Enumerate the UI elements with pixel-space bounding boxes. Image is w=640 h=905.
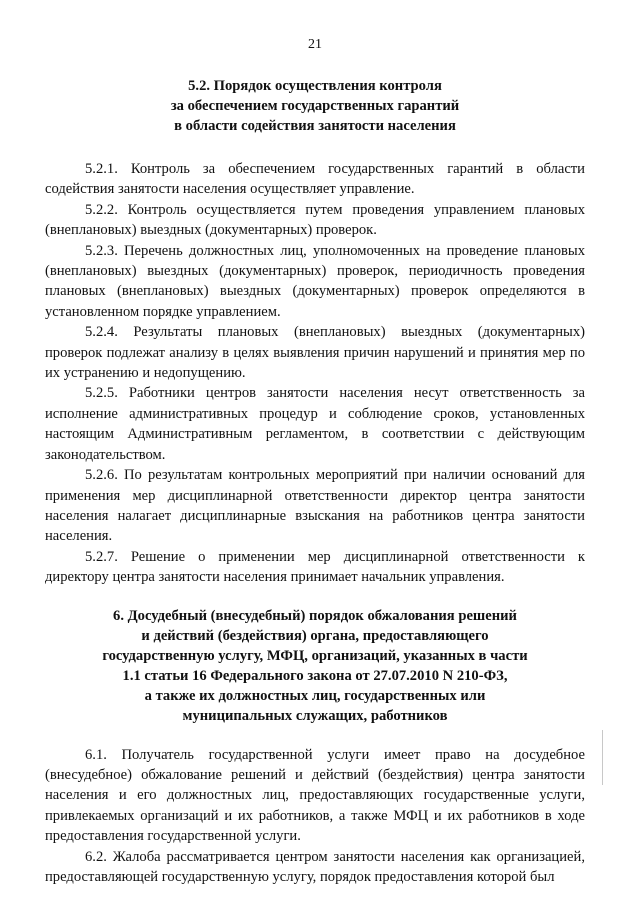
- section-5-2-title: [45, 76, 585, 136]
- page-number: 21: [308, 37, 322, 52]
- section-6-title: [45, 606, 585, 726]
- section-6-title-line: муниципальных служащих, работников: [182, 707, 448, 724]
- paragraph-5-2-7: 5.2.7. Решение о применении мер дисциплинарной ответственности к директору центра занятости населения принимает начальник управления.: [45, 548, 585, 586]
- paragraph-6-1: 6.1. Получатель государственной услуги имеет право на досудебное (внесудебное) обжалование решений и действий (бездействия) центра занятости населения и его должностных лиц, предоставляющих государственные услуги, привлекаемых организаций и их работников, а также МФЦ и их работников в ходе предоставления государственной услуги.: [45, 746, 585, 845]
- section-6-title-line: государственную услугу, МФЦ, организаций, указанных в части: [102, 647, 528, 664]
- section-5-2-title-line: в области содействия занятости населения: [174, 118, 456, 134]
- section-5-2-title-line: 5.2. Порядок осуществления контроля: [188, 78, 442, 94]
- section-6-title-line: 6. Досудебный (внесудебный) порядок обжалования решений: [113, 607, 517, 624]
- paragraph-5-2-4: 5.2.4. Результаты плановых (внеплановых) выездных (документарных) проверок подлежат анализу в целях выявления причин нарушений и принятия мер по их устранению и недопущению.: [45, 324, 585, 382]
- paragraph-5-2-2: 5.2.2. Контроль осуществляется путем проведения управлением плановых (внеплановых) выездных (документарных) проверок.: [45, 201, 585, 239]
- section-6-title-line: и действий (бездействия) органа, предоставляющего: [141, 627, 489, 644]
- paragraph-5-2-6: 5.2.6. По результатам контрольных мероприятий при наличии оснований для применения мер дисциплинарной ответственности директор центра занятости населения налагает дисциплинарные взыскания на работников центра занятости населения.: [45, 467, 585, 545]
- paragraph-5-2-1: 5.2.1. Контроль за обеспечением государственных гарантий в области содействия занятости населения осуществляет управление.: [45, 161, 585, 198]
- section-5-2-title-line: за обеспечением государственных гарантий: [170, 98, 460, 114]
- paragraph-5-2-3: 5.2.3. Перечень должностных лиц, уполномоченных на проведение плановых (внеплановых) выездных (документарных) проверок, периодичность проведения плановых (внеплановых) выездных (документарных) проверок определяются в установленном порядке управлением.: [45, 242, 585, 320]
- section-6-title-line: а также их должностных лиц, государственных или: [144, 687, 486, 704]
- paragraph-6-2: 6.2. Жалоба рассматривается центром занятости населения как организацией, предоставляющей государственную услугу, порядок предоставления которой был: [45, 848, 585, 885]
- section-6-title-line: 1.1 статьи 16 Федерального закона от 27.07.2010 N 210-ФЗ,: [122, 667, 508, 684]
- scan-edge-mark: [602, 730, 603, 785]
- paragraph-5-2-5: 5.2.5. Работники центров занятости населения несут ответственность за исполнение административных процедур и соблюдение сроков, установленных настоящим Административным регламентом, в соответствии с действующим законодательством.: [45, 385, 585, 463]
